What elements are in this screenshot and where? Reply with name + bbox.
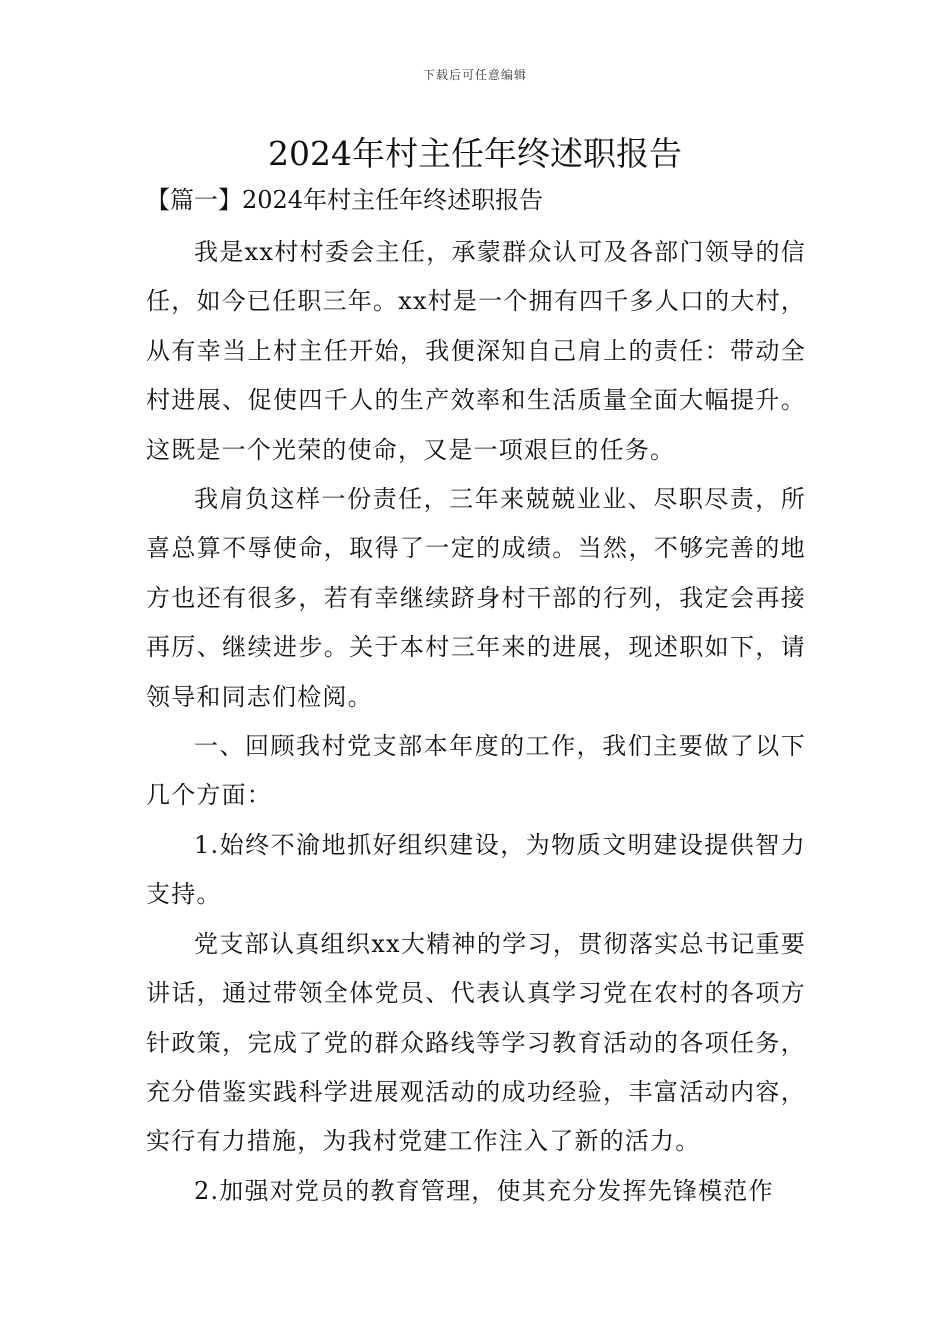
document-title: 2024年村主任年终述职报告 (268, 134, 682, 173)
paragraph: 我是xx村村委会主任，承蒙群众认可及各部门领导的信任，如今已任职三年。xx村是一个拥有四千多人口的大村，从有幸当上村主任开始，我便深知自己肩上的责任：带动全村进展、促使四千人的生产效率和生活质量全面大幅提升。这既是一个光荣的使命，又是一项艰巨的任务。 (146, 238, 806, 464)
section-heading: 【篇一】2024年村主任年终述职报告 (146, 186, 544, 214)
page-header-note: 下载后可任意编辑 (422, 68, 527, 82)
paragraph: 我肩负这样一份责任，三年来兢兢业业、尽职尽责，所喜总算不辱使命，取得了一定的成绩。当然，不够完善的地方也还有很多，若有幸继续跻身村干部的行列，我定会再接再厉、继续进步。关于本村三年来的进展，现述职如下，请领导和同志们检阅。 (146, 485, 806, 711)
paragraph: 1.始终不渝地抓好组织建设，为物质文明建设提供智力支持。 (146, 830, 806, 909)
paragraph: 2.加强对党员的教育管理，使其充分发挥先锋模范作 (194, 1176, 774, 1205)
paragraph: 党支部认真组织xx大精神的学习，贯彻落实总书记重要讲话，通过带领全体党员、代表认真学习党在农村的各项方针政策，完成了党的群众路线等学习教育活动的各项任务，充分借鉴实践科学进展观活动的成功经验，丰富活动内容，实行有力措施，为我村党建工作注入了新的活力。 (146, 929, 806, 1156)
document-body (146, 228, 806, 1216)
paragraph: 一、回顾我村党支部本年度的工作，我们主要做了以下几个方面： (146, 732, 806, 810)
